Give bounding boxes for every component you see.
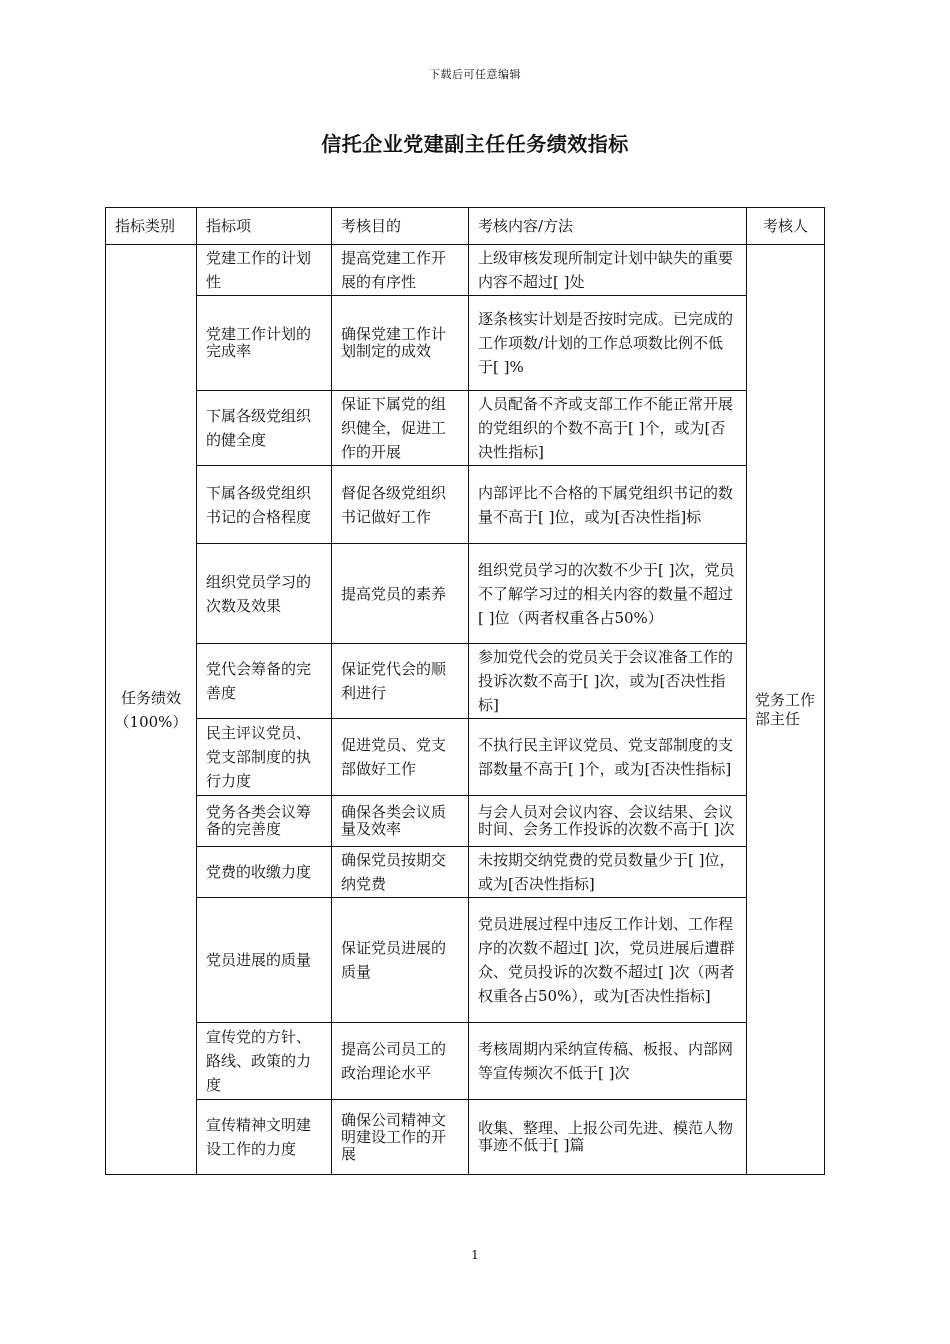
category-weight: （100%） <box>114 712 188 731</box>
table-row <box>106 544 825 644</box>
table-header-row <box>106 208 825 245</box>
table-row <box>106 644 825 719</box>
purpose-cell: 确保党建工作计划制定的成效 <box>332 296 469 391</box>
purpose-cell: 保证下属党的组织健全，促进工作的开展 <box>332 391 469 466</box>
purpose-cell: 保证党员进展的质量 <box>332 898 469 1023</box>
page-title: 信托企业党建副主任任务绩效指标 <box>321 132 629 156</box>
content-cell: 不执行民主评议党员、党支部制度的支部数量不高于[ ]个，或为[否决性指标] <box>469 719 747 796</box>
item-cell: 宣传党的方针、路线、政策的力度 <box>197 1023 332 1100</box>
content-cell: 收集、整理、上报公司先进、模范人物事迹不低于[ ]篇 <box>469 1100 747 1175</box>
column-header: 考核内容/方法 <box>469 208 747 245</box>
item-cell: 党费的收缴力度 <box>197 847 332 898</box>
column-header: 指标类别 <box>106 208 197 245</box>
table-row <box>106 1023 825 1100</box>
purpose-cell: 确保公司精神文明建设工作的开展 <box>332 1100 469 1175</box>
reviewer-cell: 党务工作部主任 <box>747 245 825 1175</box>
item-cell: 宣传精神文明建设工作的力度 <box>197 1100 332 1175</box>
content-cell: 组织党员学习的次数不少于[ ]次，党员不了解学习过的相关内容的数量不超过[ ]位（两者权重各占50%） <box>469 544 747 644</box>
table-row <box>106 719 825 796</box>
column-header: 考核人 <box>747 208 825 245</box>
table-row <box>106 296 825 391</box>
table-row <box>106 1100 825 1175</box>
content-cell: 参加党代会的党员关于会议准备工作的投诉次数不高于[ ]次，或为[否决性指标] <box>469 644 747 719</box>
item-cell: 党员进展的质量 <box>197 898 332 1023</box>
item-cell: 党建工作的计划性 <box>197 245 332 296</box>
purpose-cell: 提高公司员工的政治理论水平 <box>332 1023 469 1100</box>
table-row <box>106 391 825 466</box>
item-cell: 党代会筹备的完善度 <box>197 644 332 719</box>
purpose-cell: 确保党员按期交纳党费 <box>332 847 469 898</box>
column-header: 考核目的 <box>332 208 469 245</box>
table-row <box>106 796 825 847</box>
table-row <box>106 245 825 296</box>
header-note: 下载后可任意编辑 <box>429 68 521 81</box>
purpose-cell: 确保各类会议质量及效率 <box>332 796 469 847</box>
item-cell: 组织党员学习的次数及效果 <box>197 544 332 644</box>
column-header: 指标项 <box>197 208 332 245</box>
content-cell: 与会人员对会议内容、会议结果、会议时间、会务工作投诉的次数不高于[ ]次 <box>469 796 747 847</box>
content-cell: 逐条核实计划是否按时完成。已完成的工作项数/计划的工作总项数比例不低于[ ]% <box>469 296 747 391</box>
item-cell: 党建工作计划的完成率 <box>197 296 332 391</box>
purpose-cell: 保证党代会的顺利进行 <box>332 644 469 719</box>
content-cell: 内部评比不合格的下属党组织书记的数量不高于[ ]位，或为[否决性指]标 <box>469 466 747 544</box>
purpose-cell: 提高党员的素养 <box>332 544 469 644</box>
table-row <box>106 847 825 898</box>
content-cell: 未按期交纳党费的党员数量少于[ ]位，或为[否决性指标] <box>469 847 747 898</box>
content-cell: 考核周期内采纳宣传稿、板报、内部网等宣传频次不低于[ ]次 <box>469 1023 747 1100</box>
item-cell: 下属各级党组织书记的合格程度 <box>197 466 332 544</box>
content-cell: 党员进展过程中违反工作计划、工作程序的次数不超过[ ]次，党员进展后遭群众、党员投诉的次数不超过[ ]次（两者权重各占50%），或为[否决性指标] <box>469 898 747 1023</box>
item-cell: 党务各类会议筹备的完善度 <box>197 796 332 847</box>
table-row <box>106 898 825 1023</box>
item-cell: 民主评议党员、党支部制度的执行力度 <box>197 719 332 796</box>
purpose-cell: 提高党建工作开展的有序性 <box>332 245 469 296</box>
content-cell: 上级审核发现所制定计划中缺失的重要内容不超过[ ]处 <box>469 245 747 296</box>
page-number: 1 <box>471 1248 479 1262</box>
category-cell <box>106 245 197 1175</box>
table-row <box>106 466 825 544</box>
category-label: 任务绩效 <box>120 688 181 707</box>
kpi-table <box>105 207 825 1175</box>
content-cell: 人员配备不齐或支部工作不能正常开展的党组织的个数不高于[ ]个，或为[否决性指标] <box>469 391 747 466</box>
purpose-cell: 督促各级党组织书记做好工作 <box>332 466 469 544</box>
purpose-cell: 促进党员、党支部做好工作 <box>332 719 469 796</box>
item-cell: 下属各级党组织的健全度 <box>197 391 332 466</box>
